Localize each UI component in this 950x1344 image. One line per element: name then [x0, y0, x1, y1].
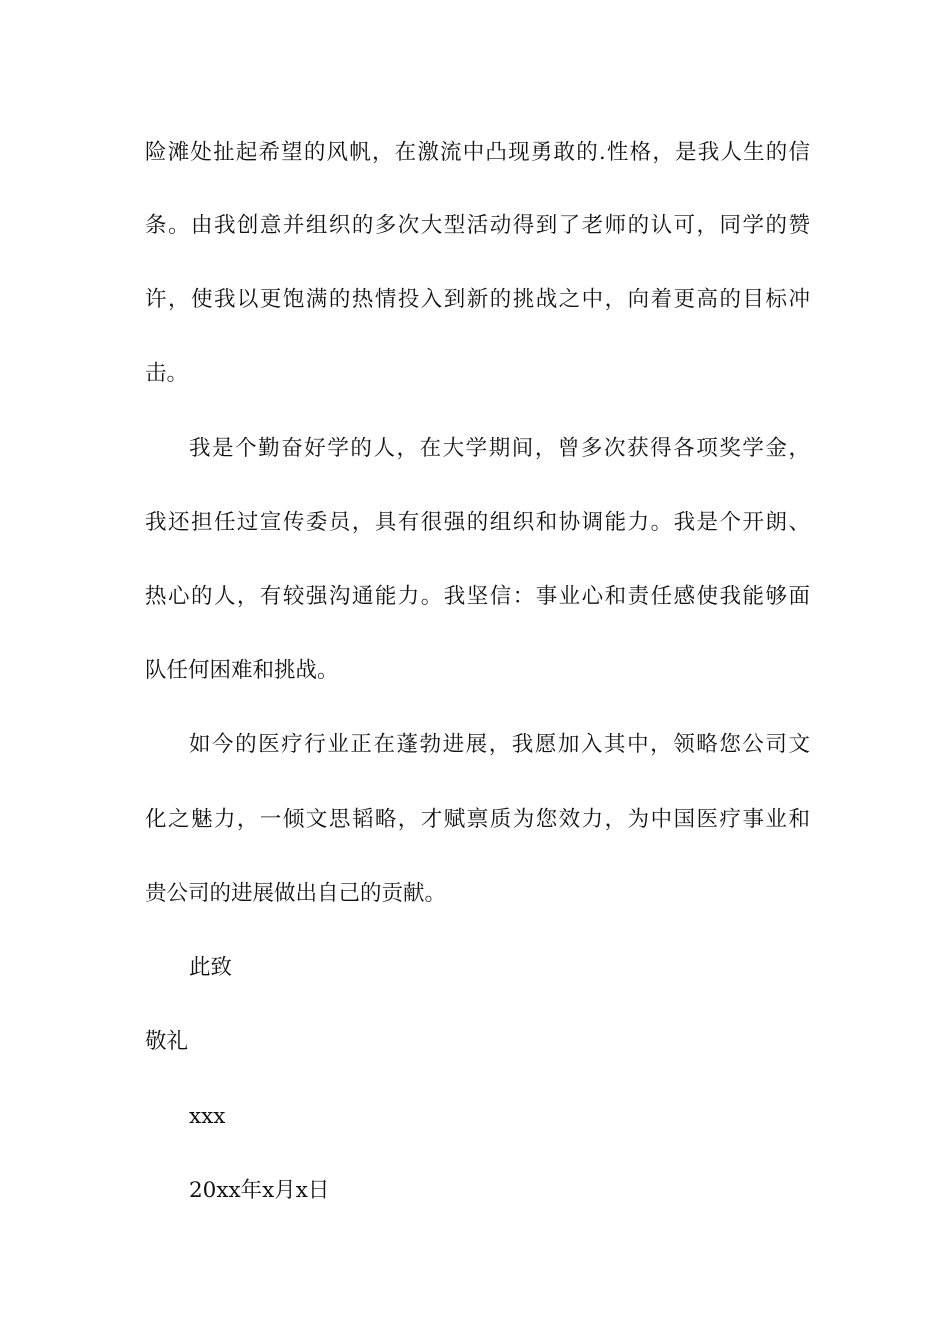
paragraph-2-line-3: 热心的人，有较强沟通能力。我坚信：事业心和责任感使我能够面	[145, 584, 810, 609]
paragraph-2-line-4: 队任何困难和挑战。	[145, 658, 339, 683]
paragraph-3-line-2: 化之魅力，一倾文思韬略，才赋禀质为您效力，为中国医疗事业和	[145, 807, 810, 832]
closing-respect: 敬礼	[145, 1029, 189, 1054]
paragraph-1-line-4: 击。	[145, 361, 189, 386]
paragraph-2-line-2: 我还担任过宣传委员，具有很强的组织和协调能力。我是个开朗、	[145, 510, 810, 535]
paragraph-1-line-3: 许，使我以更饱满的热情投入到新的挑战之中，向着更高的目标冲	[145, 287, 810, 312]
paragraph-3-line-3: 贵公司的进展做出自己的贡献。	[145, 881, 447, 906]
paragraph-1-line-2: 条。由我创意并组织的多次大型活动得到了老师的认可，同学的赞	[145, 213, 810, 238]
paragraph-3-line-1: 如今的医疗行业正在蓬勃进展，我愿加入其中，领略您公司文	[189, 732, 810, 757]
paragraph-2-line-1: 我是个勤奋好学的人，在大学期间，曾多次获得各项奖学金，	[189, 436, 810, 461]
closing-salutation: 此致	[189, 955, 233, 980]
signature: xxx	[189, 1104, 226, 1129]
paragraph-1-line-1: 险滩处扯起希望的风帆，在激流中凸现勇敢的.性格，是我人生的信	[145, 140, 810, 165]
date: 20xx年x月x日	[189, 1178, 330, 1203]
